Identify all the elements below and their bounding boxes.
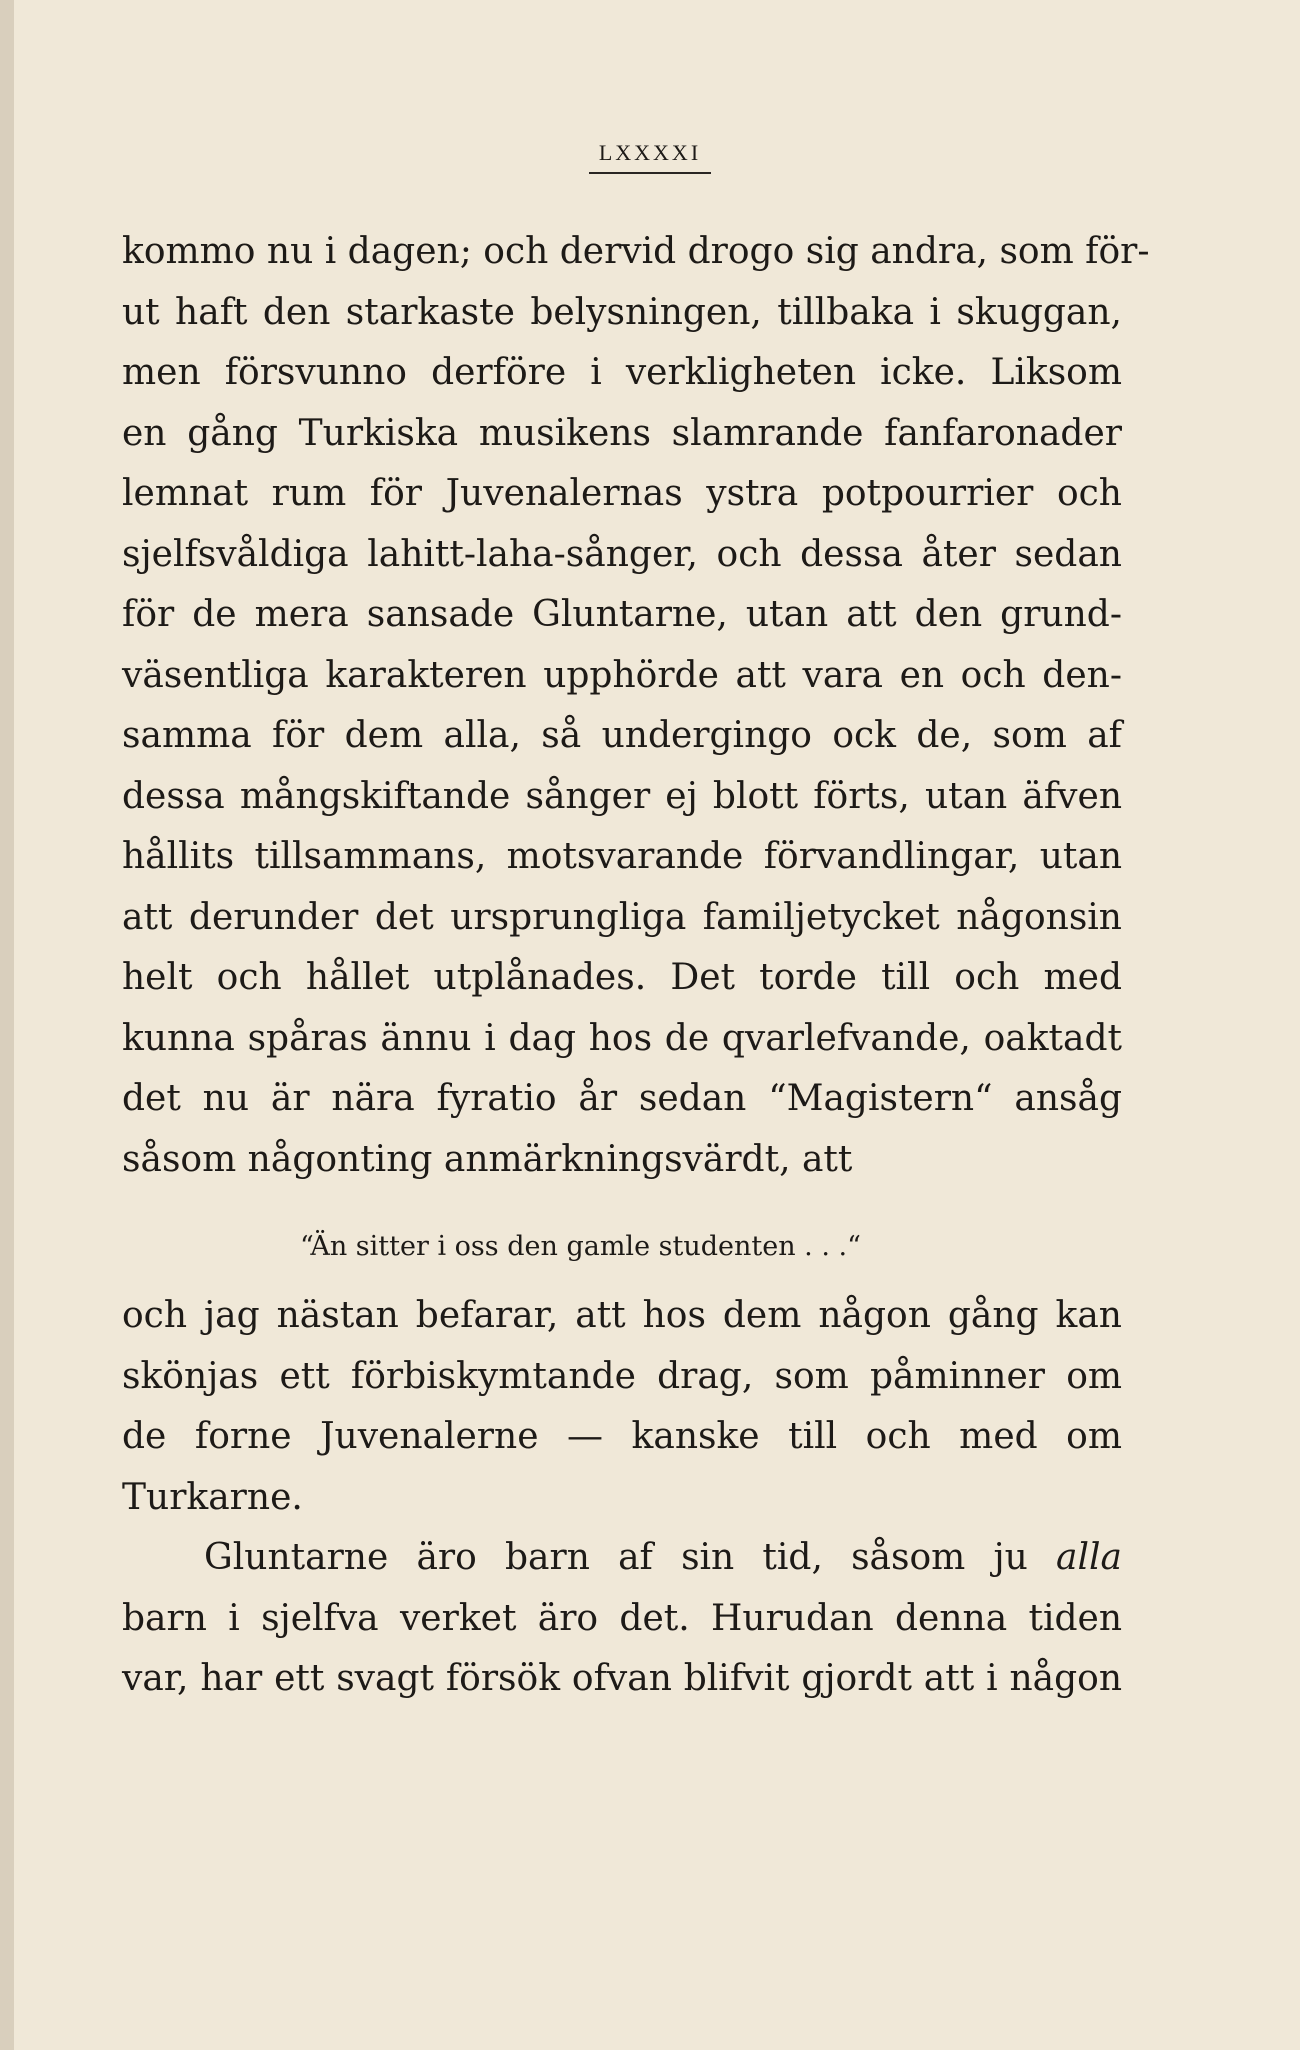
text-line: att derunder det ursprungliga familjetycket någonsin [122, 896, 1122, 938]
emphasis-text: alla [1056, 1537, 1122, 1578]
body-text [122, 222, 1150, 1710]
text-line: samma för dem alla, så undergingo ock de, som af [122, 715, 1122, 756]
text-line: ut haft den starkaste belysningen, tillbaka i skuggan, [122, 291, 1122, 333]
text-line: kommo nu i dagen; och dervid drogo sig andra, som för- [122, 231, 1150, 272]
text-line: kunna spåras ännu i dag hos de qvarlefvande, oaktadt [122, 1017, 1122, 1059]
text-line: Turkarne. [122, 1476, 303, 1518]
text-line: skönjas ett förbiskymtande drag, som påminner om [122, 1355, 1122, 1397]
text-line: det nu är nära fyratio år sedan “Magistern“ ansåg [122, 1078, 1122, 1119]
text-line: sjelfsvåldiga lahitt-laha-sånger, och dessa åter sedan [122, 533, 1122, 575]
text-line: väsentliga karakteren upphörde att vara en och den- [122, 654, 1122, 696]
text-line: en gång Turkiska musikens slamrande fanfaronader [122, 412, 1122, 454]
text-line: men försvunno derföre i verkligheten icke. Liksom [122, 352, 1122, 393]
text-line: och jag nästan befarar, att hos dem någon gång kan [122, 1295, 1122, 1336]
text-line: lemnat rum för Juvenalernas ystra potpourrier och [122, 473, 1122, 514]
text-line: helt och hållet utplånades. Det torde till och med [122, 957, 1122, 998]
page-edge [0, 0, 14, 2050]
text-line: såsom någonting anmärkningsvärdt, att [122, 1138, 853, 1180]
paragraph-start-line [122, 1528, 1122, 1589]
quoted-verse: “Än sitter i oss den gamle studenten . . .“ [300, 1231, 861, 1262]
text-segment: Gluntarne äro barn af sin tid, såsom ju [204, 1537, 1057, 1578]
page-number: LXXXXI [589, 140, 711, 174]
text-line: de forne Juvenalerne — kanske till och med om [122, 1416, 1122, 1457]
text-line: dessa mångskiftande sånger ej blott förts, utan äfven [122, 775, 1122, 817]
page-header [0, 140, 1300, 174]
text-line: barn i sjelfva verket äro det. Hurudan denna tiden [122, 1597, 1122, 1639]
text-line: för de mera sansade Gluntarne, utan att den grund- [122, 594, 1122, 635]
text-line: var, har ett svagt försök ofvan blifvit gjordt att i någon [122, 1658, 1122, 1699]
text-line: hållits tillsammans, motsvarande förvandlingar, utan [122, 836, 1122, 877]
